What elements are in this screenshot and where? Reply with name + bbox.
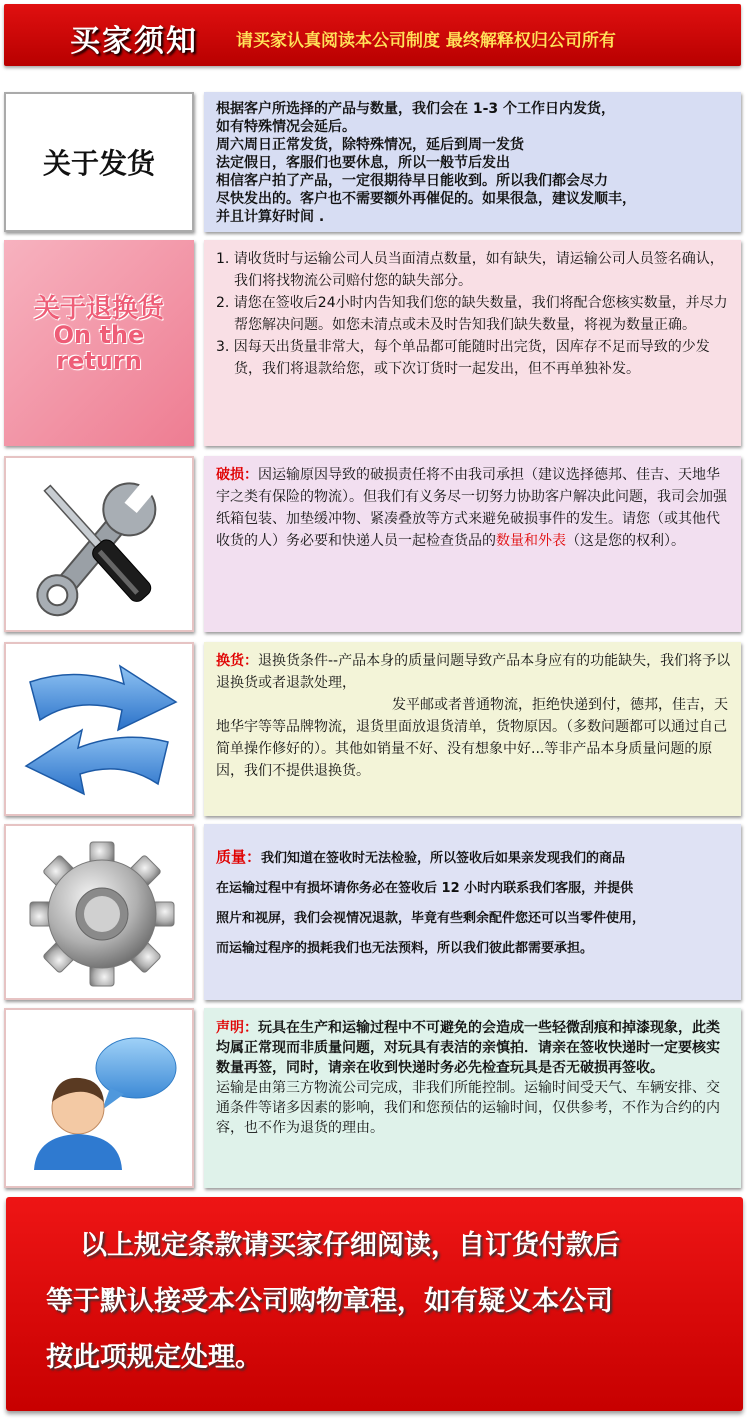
statement-content [204,1008,741,1188]
returns-subtitle [4,322,194,374]
shipping-title: 关于发货 [42,147,155,180]
damage-text-b: （这是您的权利）。 [566,533,685,549]
page-title: 买家须知 [70,24,198,59]
quality-line-1 [216,842,733,874]
statement-bold [216,1018,733,1078]
exchange-section [4,642,741,816]
returns-subtitle-line1: On the [53,321,145,349]
statement-label: 声明： [216,1020,258,1036]
exchange-arrows-icon [6,644,192,814]
exchange-text-b: 发平邮或者普通物流，拒绝快递到付，德邦，佳吉，天地华宇等等品牌物流，退货里面放退货清单，货物原因。（多数问题都可以通过自己简单操作修好的）。其他如销量不好、没有想象中好...等非产品本身质量问题的原因，我们不提供退换货。 [216,697,728,779]
damage-content [204,456,741,632]
statement-normal-text: 运输是由第三方物流公司完成，非我们所能控制。运输时间受天气、车辆安排、交通条件等诸多因素的影响，我们和您预估的运输时间，仅供参考，不作为合约的内容，也不作为退货的理由。 [216,1080,720,1136]
shipping-line: 相信客户拍了产品，一定很期待早日能收到。所以我们都会尽力 [216,173,608,189]
returns-section [4,240,741,446]
quality-section [4,824,741,1000]
statement-bold-text: 玩具在生产和运输过程中不可避免的会造成一些轻微刮痕和掉漆现象，此类均属正常现而非质量问题，对玩具有表洁的亲慎拍．请亲在签收快递时一定要核实数量再签，同时，请亲在收到快递时务必先检查玩具是否无破损再签收。 [216,1020,720,1076]
exchange-text-1 [216,650,733,694]
shipping-line: 如有特殊情况会延后。 [216,119,356,135]
notice-header [4,4,741,66]
shipping-line: 尽快发出的。客户也不需要额外再催促的。如果很急，建议发顺丰， [216,191,636,207]
footer-line-1: 以上规定条款请买家仔细阅读，自订货付款后 [80,1230,620,1261]
exchange-content [204,642,741,816]
damage-text [216,464,733,552]
quality-text: 我们知道在签收时无法检验，所以签收后如果亲发现我们的商品 [261,851,626,866]
returns-item: 2. 请您在签收后24小时内告知我们您的缺失数量，我们将配合您核实数量，并尽力帮您解决问题。如您未清点或未及时告知我们缺失数量，将视为数量正确。 [216,295,728,333]
damage-text-a: 因运输原因导致的破损责任将不由我司承担（建议选择德邦、佳吉、天地华宇之类有保险的物流）。但我们有义务尽一切努力协助客户解决此问题，我司会加强纸箱包装、加垫缓冲物、紧凑叠放等方式来避免破损事件的发生。请您（或其他代收货的人）务必要和快递人员一起检查货品的 [216,467,727,549]
damage-section [4,456,741,632]
shipping-content [204,92,741,232]
page-subtitle: 请买家认真阅读本公司制度 最终解释权归公司所有 [236,31,616,51]
person-speech-bubble-icon [6,1010,192,1186]
wrench-screwdriver-icon [6,458,192,630]
returns-content [204,240,741,446]
quality-line: 在运输过程中有损坏请你务必在签收后 12 小时内联系我们客服，并提供 [216,881,634,896]
gear-icon [6,826,192,998]
returns-title-box [4,240,194,446]
person-image-box [4,1008,194,1188]
shipping-line: 周六周日正常发货，除特殊情况，延后到周一发货 [216,137,524,153]
returns-title: 关于退换货 [33,294,164,324]
shipping-line: 并且计算好时间 . [216,209,325,225]
tools-image-box [4,456,194,632]
exchange-text-a: 退换货条件--产品本身的质量问题导致产品本身应有的功能缺失，我们将予以退换货或者退款处理， [216,653,731,691]
gear-image-box [4,824,194,1000]
damage-label: 破损： [216,467,258,483]
shipping-line: 法定假日，客服们也要休息，所以一般节后发出 [216,155,510,171]
shipping-line: 根据客户所选择的产品与数量，我们会在 1-3 个工作日内发货， [216,101,616,117]
footer-line-2: 等于默认接受本公司购物章程，如有疑义本公司 [46,1286,613,1317]
shipping-title-box [4,92,194,232]
statement-section [4,1008,741,1188]
returns-item: 3. 因每天出货量非常大，每个单品都可能随时出完货，因库存不足而导致的少发货，我们将退款给您，或下次订货时一起发出，但不再单独补发。 [216,339,710,377]
quality-label: 质量： [216,848,262,866]
footer-notice [6,1197,743,1411]
shipping-section [4,92,741,232]
quality-content [204,824,741,1000]
returns-subtitle-line2: return [56,347,142,375]
footer-line-3: 按此项规定处理。 [46,1342,262,1373]
quality-line: 而运输过程序的损耗我们也无法预料，所以我们彼此都需要承担。 [216,941,594,956]
quality-line: 照片和视屏，我们会视情况退款，毕竟有些剩余配件您还可以当零件使用， [216,911,646,926]
damage-highlight: 数量和外表 [496,533,566,549]
arrows-image-box [4,642,194,816]
returns-item: 1. 请收货时与运输公司人员当面清点数量，如有缺失，请运输公司人员签名确认，我们将找物流公司赔付您的缺失部分。 [216,251,724,289]
exchange-label: 换货： [216,653,258,669]
